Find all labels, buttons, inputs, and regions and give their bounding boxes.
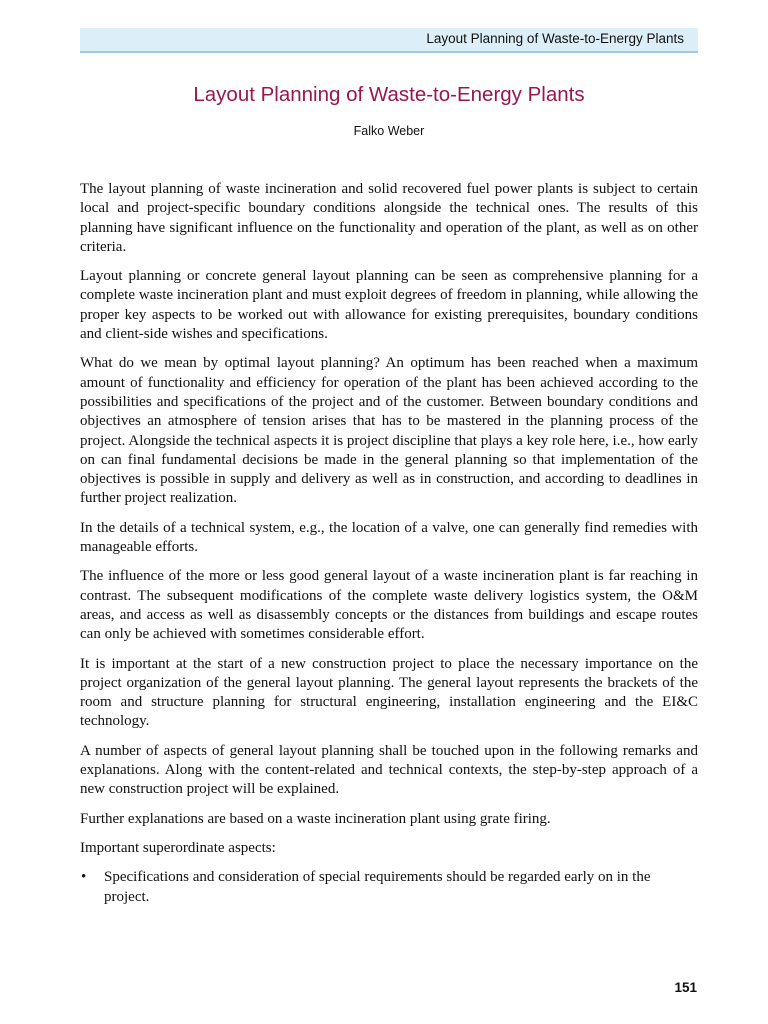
- paragraph-3: What do we mean by optimal layout planning? An optimum has been reached when a maximum amount of functionality and efficiency for operation of the plant has been achieved according to the possibilities and specifications of the project and of the customer. Between boundary conditions and objectives an atmosphere of tension arises that has to be mastered in the planning process of the project. Alongside the technical aspects it is project discipline that plays a key role here, i.e., how early on can final fundamental decisions be made in the general planning so that implementation of the objectives is possible in supply and delivery as well as in construction, and according to deadlines in further project realization.: [80, 355, 698, 507]
- page-number: 151: [674, 980, 697, 995]
- article-body: [80, 180, 698, 907]
- running-header-title: Layout Planning of Waste-to-Energy Plants: [426, 31, 684, 46]
- paragraph-5: The influence of the more or less good general layout of a waste incineration plant is far reaching in contrast. The subsequent modifications of the complete waste delivery logistics system, the O&M areas, and access as well as disassembly concepts or the distances from buildings and escape routes can only be achieved with sometimes considerable effort.: [80, 568, 698, 643]
- paragraph-4: In the details of a technical system, e.g., the location of a valve, one can generally find remedies with manageable efforts.: [80, 519, 698, 556]
- paragraph-9: Important superordinate aspects:: [80, 839, 276, 856]
- aspects-list: [80, 868, 698, 907]
- paragraph-8: Further explanations are based on a waste incineration plant using grate firing.: [80, 810, 551, 827]
- list-item: [80, 868, 698, 907]
- paragraph-6: It is important at the start of a new construction project to place the necessary importance on the project organization of the general layout planning. The general layout represents the brackets of the room and structure planning for structural engineering, installation engineering and the EI&C technology.: [80, 655, 698, 730]
- article-title: Layout Planning of Waste-to-Energy Plants: [193, 83, 585, 106]
- article-author: Falko Weber: [353, 124, 425, 138]
- bullet-icon: •: [81, 869, 87, 886]
- list-item-text: Specifications and consideration of special requirements should be regarded early on in the project.: [104, 869, 651, 905]
- paragraph-7: A number of aspects of general layout planning shall be touched upon in the following remarks and explanations. Along with the content-related and technical contexts, the step-by-step approach of a new construction project will be explained.: [80, 742, 698, 798]
- paragraph-1: The layout planning of waste incineration and solid recovered fuel power plants is subject to certain local and project-specific boundary conditions alongside the technical ones. The results of this planning have significant influence on the functionality and operation of the plant, as well as on other criteria.: [80, 181, 698, 255]
- running-header-band: [80, 28, 698, 53]
- paragraph-2: Layout planning or concrete general layout planning can be seen as comprehensive planning for a complete waste incineration plant and must exploit degrees of freedom in planning, while allowing the proper key aspects to be worked out with allowance for existing prerequisites, boundary conditions and client-side wishes and specifications.: [80, 268, 698, 343]
